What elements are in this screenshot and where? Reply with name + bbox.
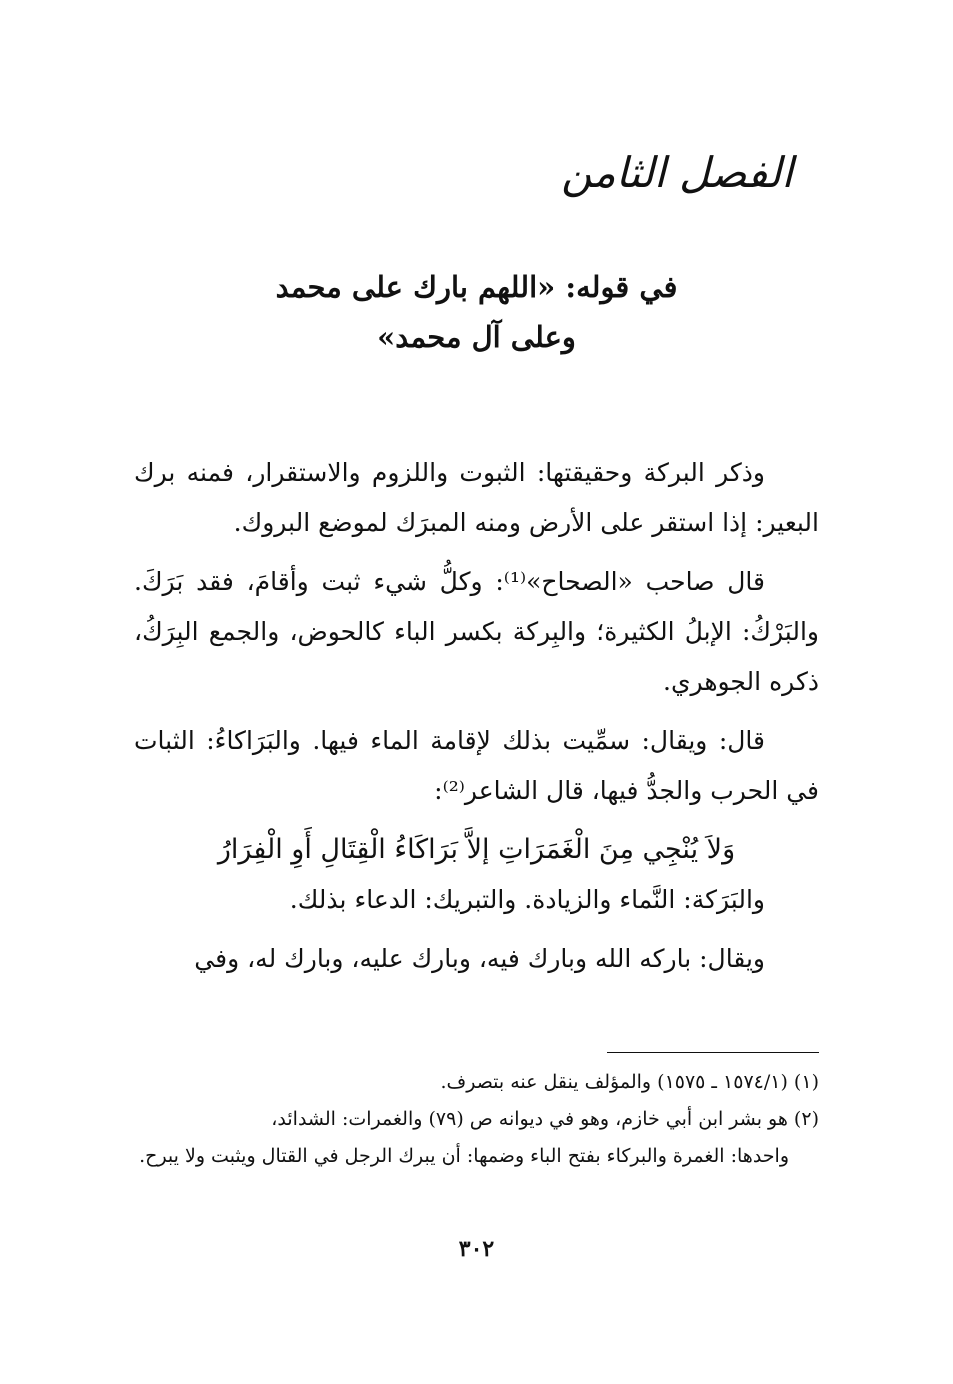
section-heading-line-1: في قوله: «اللهم بارك على محمد	[275, 270, 678, 304]
section-heading-line-2: وعلى آل محمد»	[377, 320, 576, 354]
paragraph-3: قال: ويقال: سمِّيت بذلك لإقامة الماء فيها. والبَرَاكاءُ: الثبات في الحرب والجدُّ فيها، قال الشاعر⁽²⁾:	[134, 726, 819, 805]
footnote-2: (٢) هو بشر ابن أبي خازم، وهو في ديوانه ص (٧٩) والغمرات: الشدائد،	[271, 1108, 819, 1130]
poetry-verse: وَلاَ يُنْجِي مِنَ الْغَمَرَاتِ إلاَّ بَرَاكَاءُ الْقِتَالِ أَوِ الْفِرَارُ	[217, 834, 736, 865]
paragraph-2: قال صاحب «الصحاح»⁽¹⁾: وكلُّ شيء ثبت وأقامَ، فقد بَرَكَ. والبَرْكُ: الإبلُ الكثيرة؛ والبِركة بكسر الباء كالحوض، والجمع البِرَكُ، ذكره الجوهري.	[134, 567, 819, 696]
footnote-divider	[607, 1052, 819, 1053]
paragraph-1: وذكر البركة وحقيقتها: الثبوت واللزوم والاستقرار، فمنه برك البعير: إذا استقر على الأرض ومنه المبرَك لموضع البروك.	[134, 458, 819, 537]
footnote-1: (١) (١٥٧٤/١ ـ ١٥٧٥) والمؤلف ينقل عنه بتصرف.	[440, 1071, 819, 1093]
chapter-title: الفصل الثامن	[561, 148, 793, 197]
section-heading	[140, 262, 813, 362]
page-number: ٣٠٢	[458, 1236, 495, 1262]
paragraph-5: ويقال: باركه الله وبارك فيه، وبارك عليه، وبارك له، وفي	[194, 944, 765, 973]
footnote-2-continuation: واحدها: الغمرة والبركاء بفتح الباء وضمها: أن يبرك الرجل في القتال ويثبت ولا يبرح.	[139, 1145, 789, 1167]
body-text	[134, 448, 819, 993]
footnotes	[134, 1064, 819, 1175]
paragraph-4: والبَرَكة: النَّماء والزيادة. والتبريك: الدعاء بذلك.	[289, 885, 765, 914]
